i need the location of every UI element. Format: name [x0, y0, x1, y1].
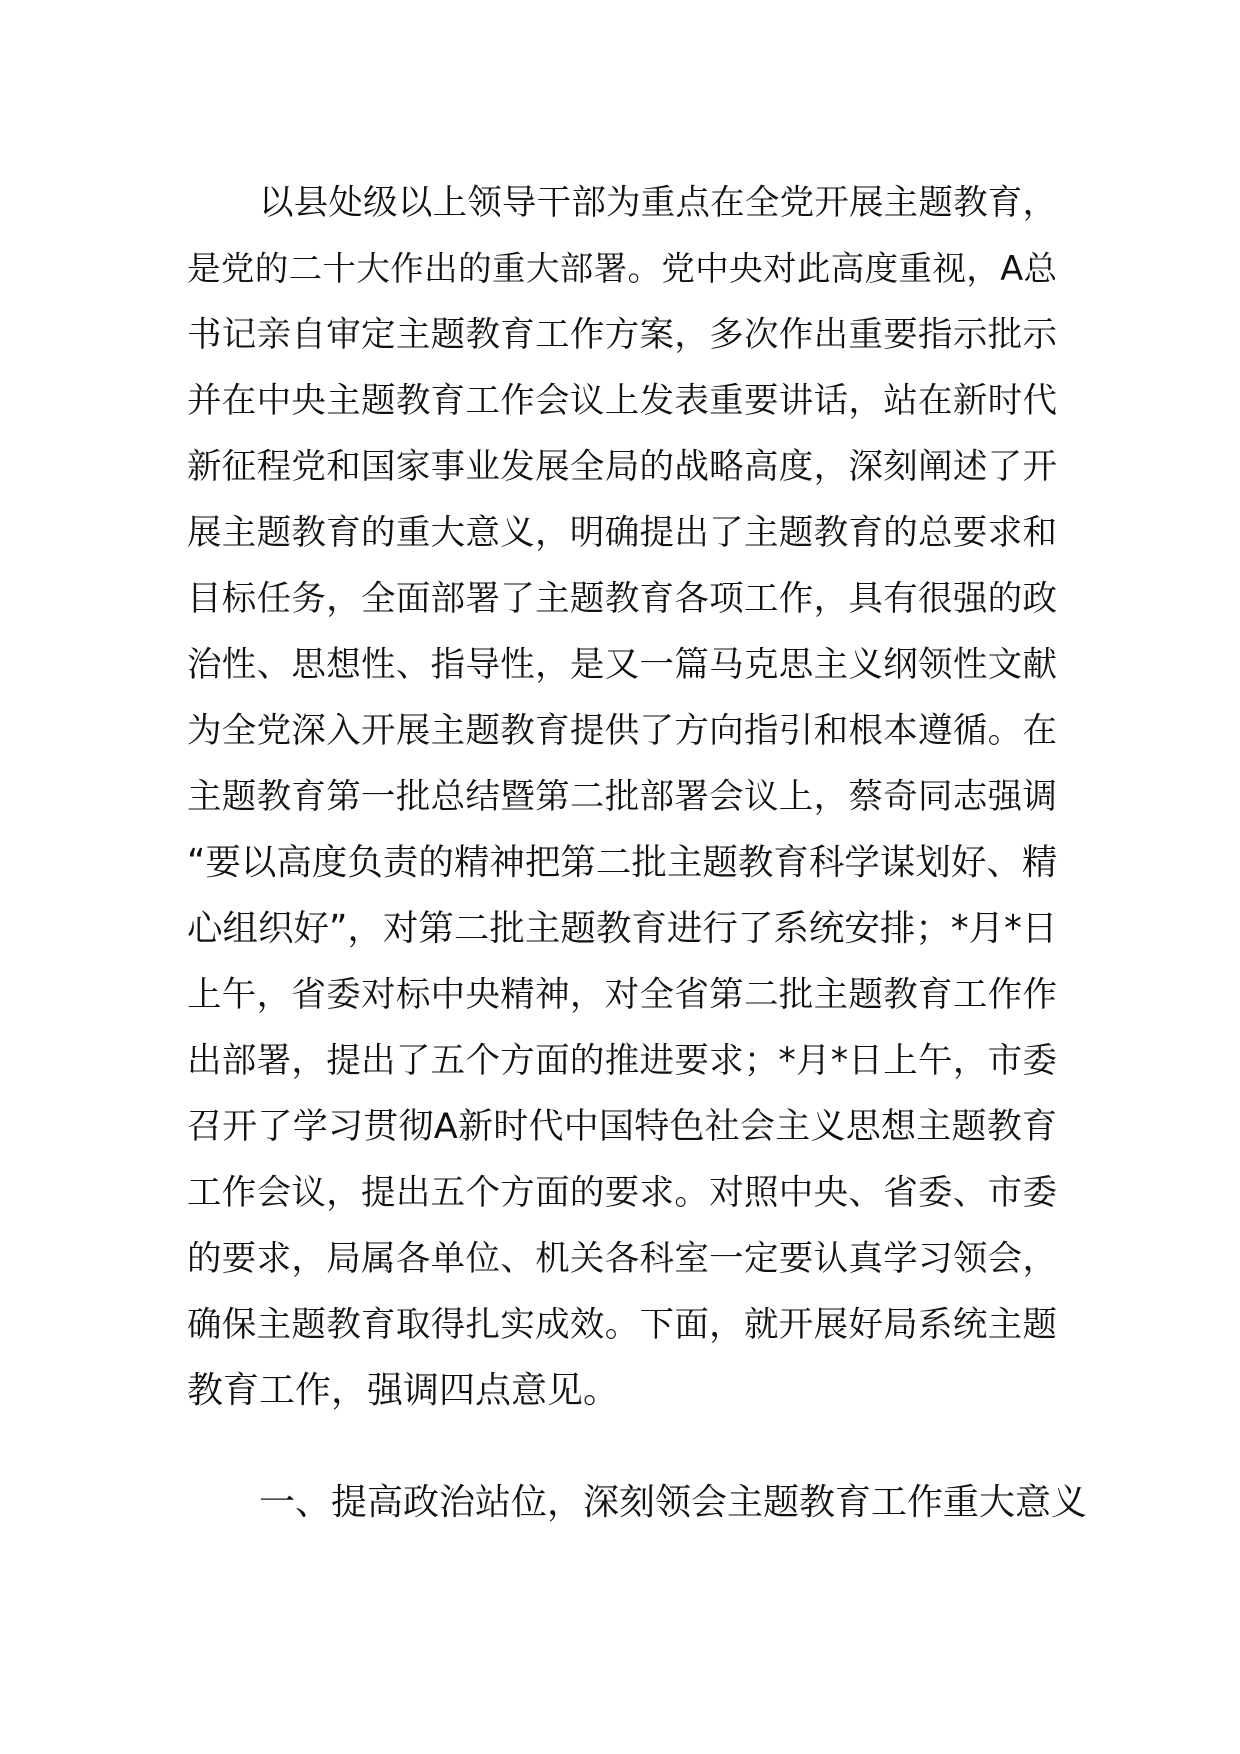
paragraph-line: 确保主题教育取得扎实成效。下面，就开展好局系统主题: [187, 1305, 1057, 1345]
paragraph-line: 新征程党和国家事业发展全局的战略高度，深刻阐述了开: [187, 447, 1057, 487]
paragraph-line: 主题教育第一批总结暨第二批部署会议上，蔡奇同志强调: [187, 777, 1057, 817]
paragraph-line: 出部署，提出了五个方面的推进要求；*月*日上午，市委: [187, 1041, 1057, 1081]
paragraph-line: 并在中央主题教育工作会议上发表重要讲话，站在新时代: [187, 381, 1057, 421]
paragraph-line: 的要求，局属各单位、机关各科室一定要认真学习领会，: [187, 1239, 1057, 1279]
paragraph-line: 心组织好”，对第二批主题教育进行了系统安排；*月*日: [187, 908, 1058, 949]
paragraph-line: 展主题教育的重大意义，明确提出了主题教育的总要求和: [187, 513, 1057, 553]
section-heading: 一、提高政治站位，深刻领会主题教育工作重大意义: [259, 1482, 1088, 1523]
paragraph-line: 工作会议，提出五个方面的要求。对照中央、省委、市委: [187, 1173, 1057, 1213]
paragraph-line: 以县处级以上领导干部为重点在全党开展主题教育，: [259, 183, 1057, 223]
intro-paragraph: [187, 170, 1057, 1424]
paragraph-line: 教育工作，强调四点意见。: [187, 1370, 620, 1411]
paragraph-line: 治性、思想性、指导性，是又一篇马克思主义纲领性文献: [187, 645, 1057, 685]
paragraph-line: 上午，省委对标中央精神，对全省第二批主题教育工作作: [187, 975, 1057, 1015]
paragraph-line: “要以高度负责的精神把第二批主题教育科学谋划好、精: [187, 842, 1058, 883]
paragraph-line: 召开了学习贯彻A新时代中国特色社会主义思想主题教育: [187, 1107, 1057, 1147]
paragraph-line: 目标任务，全面部署了主题教育各项工作，具有很强的政: [187, 579, 1057, 619]
paragraph-line: 书记亲自审定主题教育工作方案，多次作出重要指示批示: [187, 315, 1057, 355]
paragraph-line: 是党的二十大作出的重大部署。党中央对此高度重视，A总: [187, 249, 1057, 288]
paragraph-line: 为全党深入开展主题教育提供了方向指引和根本遵循。在: [187, 711, 1057, 751]
